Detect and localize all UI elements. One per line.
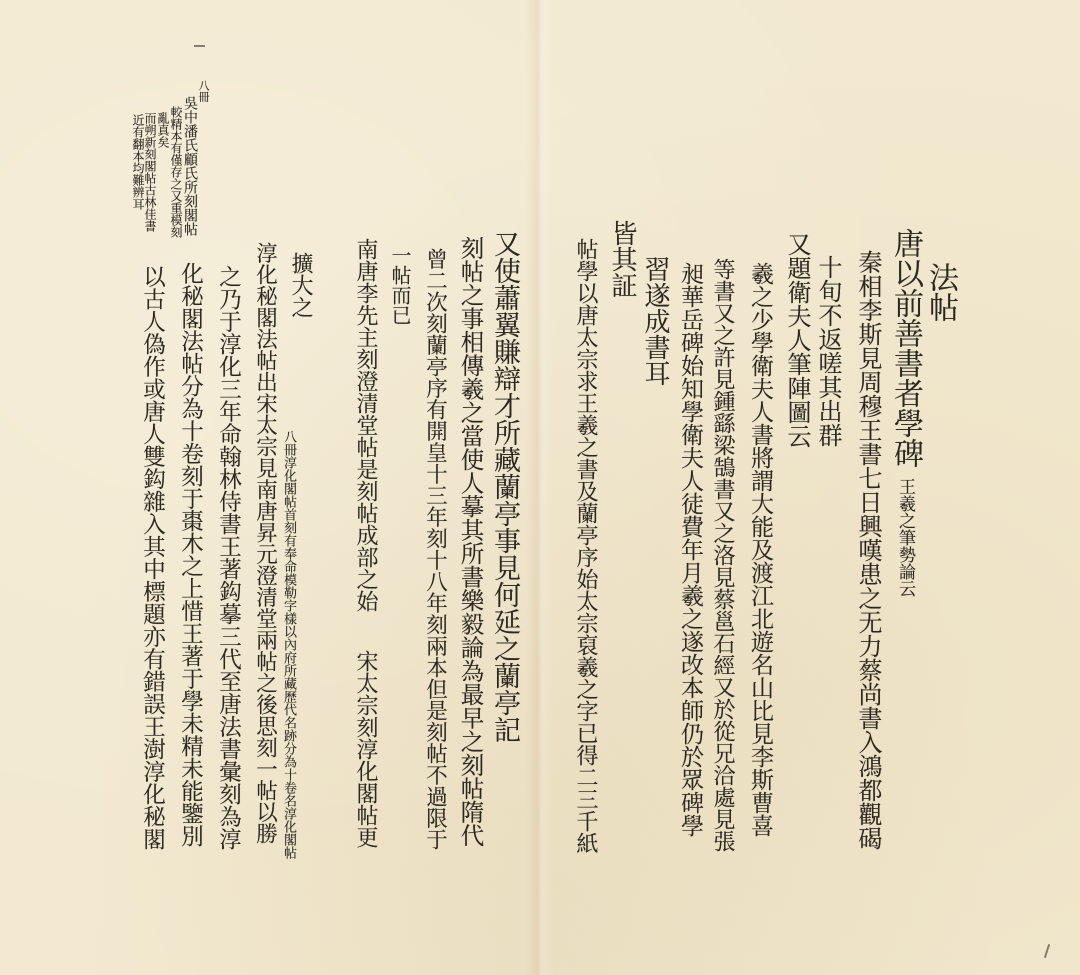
text-column: 唐以前善書者學碑: [888, 228, 923, 468]
text-column: 以古人偽作或唐人雙鈎雜入其中標題亦有錯誤王澍淳化秘閣: [139, 265, 166, 850]
ink-mark-bottom: [1044, 944, 1050, 958]
text-column: 等書又之許見鍾繇梁鵠書又之洛見蔡邕石經又於從兄洽處見張: [710, 258, 735, 852]
margin-note: 較精本有僅存之又重模刻: [169, 106, 183, 238]
text-column: 又使蕭翼賺辯才所藏蘭亭事見何延之蘭亭記: [489, 230, 520, 743]
text-column: 皆其証: [607, 220, 637, 298]
text-column: 擴大之: [288, 252, 313, 318]
text-column: 之乃于淳化三年命翰林侍書王著鈎摹三代至唐法書彙刻為淳: [215, 265, 242, 850]
inline-note: 八冊淳化閣帖首刻有奉命模勒字樣以內府所藏歷代名跡分為十卷名淳化閣帖: [281, 430, 296, 859]
inline-note: 王羲之筆勢論云: [895, 478, 915, 597]
text-column: 昶華岳碑始知學衛夫人徒費年月羲之遂改本師仍於眾碑學: [677, 262, 703, 837]
text-column: 刻帖之事相傳羲之當使人摹其所書樂毅論為最早之刻帖隋代: [456, 236, 485, 847]
text-column: 化秘閣法帖分為十卷刻于棗木之上惜王著于學未精未能鑒別: [177, 262, 204, 847]
margin-note: 而朔新刻閣帖古林佳書: [143, 112, 157, 232]
text-column: 習遂成書耳: [640, 256, 670, 386]
page-fold: [526, 0, 554, 975]
text-column: 帖學以唐太宗求王羲之書及蘭亭序始太宗裒羲之字已得二三千紙: [573, 238, 598, 854]
ink-mark-top: [194, 45, 205, 47]
text-column: 南唐李先主刻澄清堂帖是刻帖成部之始: [353, 238, 378, 612]
text-column: 曾二次刻蘭亭序有開皇十三年刻十八年刻兩本但是刻帖不過限于: [422, 248, 448, 850]
text-column: 淳化秘閣法帖出宋太宗見南唐昇元澄清堂兩帖之後思刻一帖以勝: [252, 242, 278, 844]
margin-note: 亂真矣: [156, 112, 170, 148]
text-column: 秦相李斯見周穆王書七日興嘆患之无力蔡尚書入鴻都觀碣: [854, 250, 882, 850]
text-column: 羲之少學衛夫人書將謂大能及渡江北遊名山比見李斯曹喜: [747, 262, 773, 837]
text-column: 又題衛夫人筆陣圖云: [783, 232, 811, 448]
page-title: 法帖: [923, 262, 958, 322]
text-column-continued: 宋太宗刻淳化閣帖更: [353, 650, 378, 848]
text-column: 一帖而已: [388, 245, 412, 325]
margin-note: 近有翻本均難辨耳: [131, 114, 145, 210]
text-column: 十旬不返嗟其出群: [814, 255, 842, 447]
margin-note: 吳中潘氏顧氏所刻閣帖: [182, 96, 198, 236]
margin-note: 八冊: [197, 80, 210, 102]
